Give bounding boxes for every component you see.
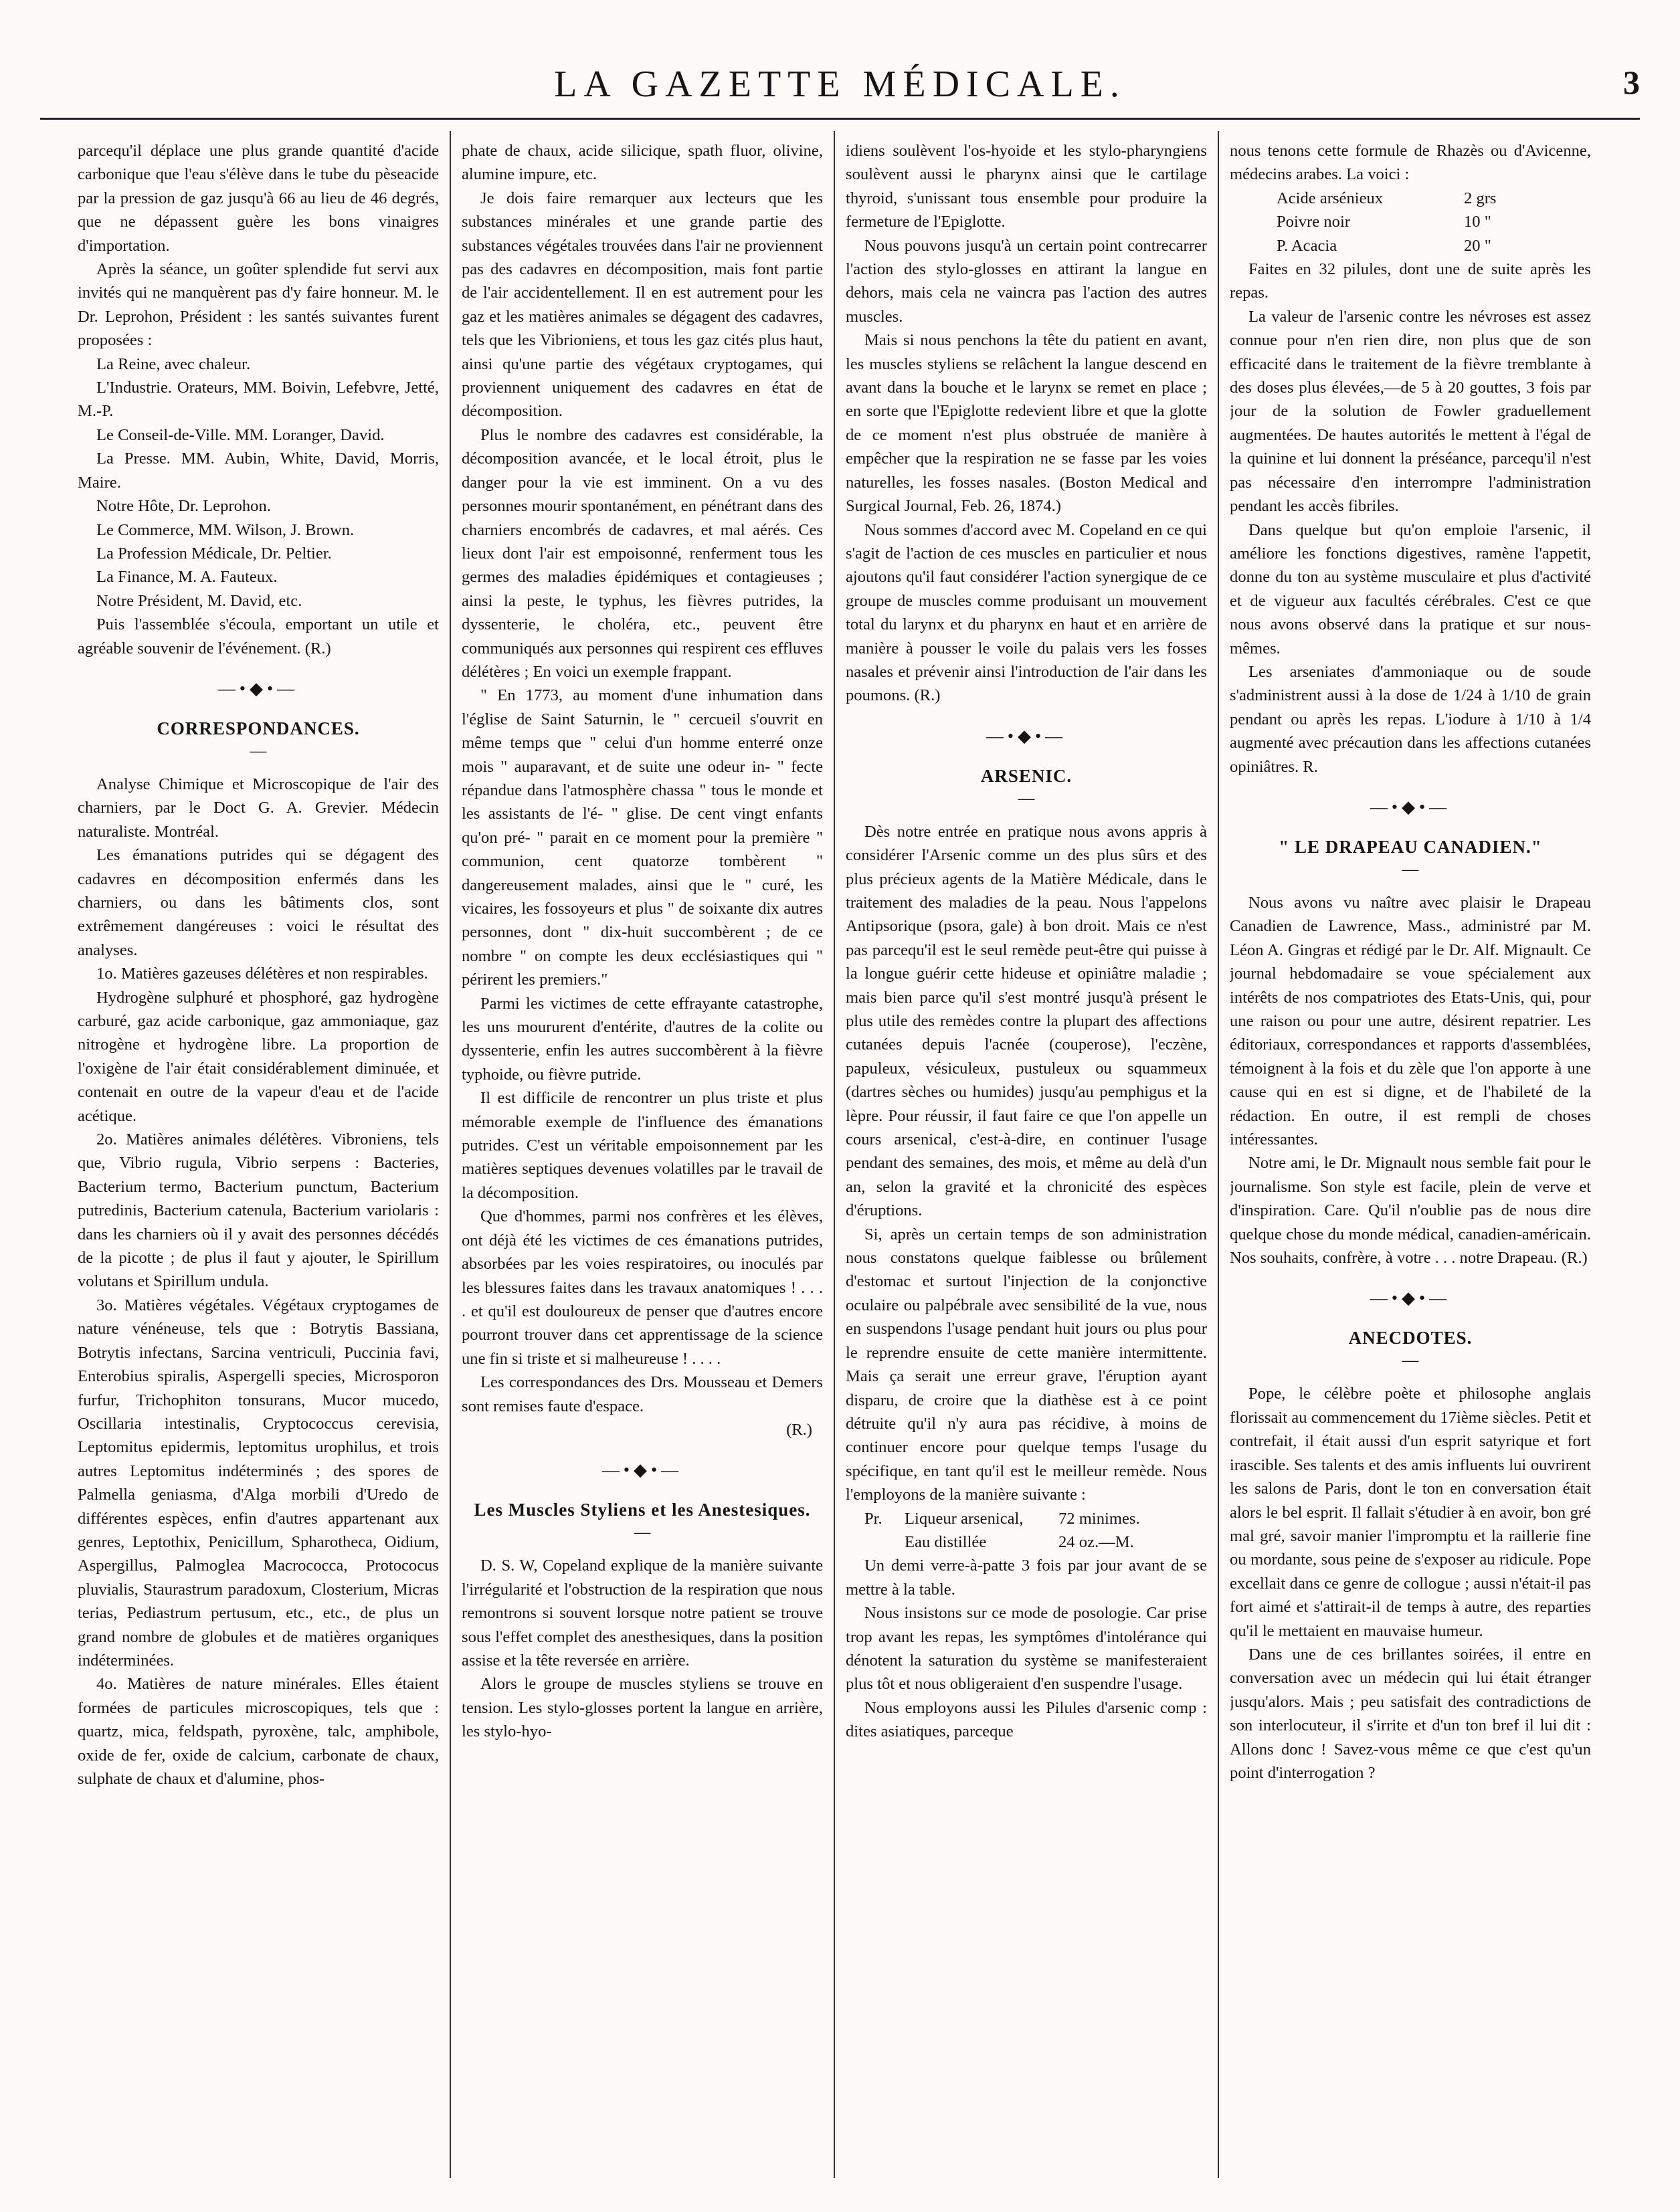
paragraph: Nous avons vu naître avec plaisir le Drapeau Canadien de Lawrence, Mass., administré par M. Léon A. Gingras et rédigé par le Dr. Alf. Mignault. Ce journal hebdomadaire se voue spécialement aux intérêts de nos compatriotes des Etats-Unis, qui, pour une raison ou pour une autre, désirent repatrier. Les éditoriaux, correspondances et rapports d'assemblées, témoignent à la fois et du zèle que l'on apporte à une cause qui en est si digne, et de l'habileté de la rédaction. En outre, il est rempli de choses intéressantes.	[1230, 893, 1591, 1149]
page-number: 3	[1623, 64, 1640, 101]
column-3	[846, 139, 1207, 2179]
paragraph: Nous pouvons jusqu'à un certain point contrecarrer l'action des stylo-glosses en attirant la langue en dehors, mais cela ne vaincra pas l'action des autres muscles.	[846, 236, 1207, 326]
paragraph: Si, après un certain temps de son administration nous constatons quelque faiblesse ou brûlement d'estomac et surtout l'injection de la conjonctive oculaire ou palpébrale avec sensibilité de la vue, nous en suspendons l'usage pendant huit jours ou plus pour le reprendre ensuite de cette manière intermittente. Mais ça serait une erreur grave, l'éruption ayant disparu, de croire que la diathèse est à ce point détruite qu'il n'y aura pas récidive, à moins de continuer encore pour quelque temps l'usage du spécifique, en tant qu'il est le meilleur remède. Nous l'employons de la manière suivante :	[846, 1225, 1207, 1504]
prescription-quantity: 2 grs	[1464, 189, 1497, 207]
paragraph: Alors le groupe de muscles styliens se trouve en tension. Les stylo-glosses portent la langue en arrière, les stylo-hyo-	[462, 1675, 823, 1741]
section-ornament: —•◆•—	[1370, 797, 1451, 817]
section-ornament: —•◆•—	[1370, 1288, 1451, 1308]
column-divider	[834, 131, 835, 2178]
paragraph: Que d'hommes, parmi nos confrères et les élèves, ont déjà été les victimes de ces émanations putrides, absorbées par les voies respiratoires, ou inoculés par les blessures faites dans les travaux anatomiques ! . . . . et qu'il est douloureux de penser que d'autres encore pourront trouver dans cet apprentissage de la science une fin si triste et si malheureuse ! . . . .	[462, 1207, 823, 1368]
prescription-ingredient: Eau distillée	[905, 1532, 987, 1551]
prescription	[846, 1507, 1207, 1554]
paragraph: phate de chaux, acide silicique, spath fluor, olivine, alumine impure, etc.	[462, 142, 823, 184]
prescription-quantity: 72 minimes.	[1058, 1509, 1140, 1528]
section-ornament: —•◆•—	[986, 726, 1067, 746]
paragraph: La valeur de l'arsenic contre les névroses est assez connue pour n'en rien dire, non plus que de son efficacité dans le traitement de la fièvre tremblante à des doses plus élevées,—de 5 à 20 gouttes, 3 fois par jour de la solution de Fowler graduellement augmentées. De hautes autorités le mettent à l'égal de la quinine et lui donnent la préséance, parcequ'il n'est pas nécessaire d'en interrompre l'administration pendant les accès fibriles.	[1230, 307, 1591, 516]
paragraph: Les correspondances des Drs. Mousseau et Demers sont remises faute d'espace.	[462, 1373, 823, 1415]
prescription	[1230, 187, 1591, 258]
heading-rule: —	[250, 741, 267, 760]
paragraph: Pope, le célèbre poète et philosophe anglais florissait au commencement du 17ième siècles. Petit et contrefait, il était aussi d'un esprit satyrique et fort irascible. Ses talents et des amis influents lui ouvrirent les salons de Paris, dont le ton en conversation était alors le bel esprit. Il fallait s'étudier à en avoir, bon gré mal gré, savoir manier l'impromptu et la raillerie fine ou mordante, sous peine de s'exposer au ridicule. Pope excellait dans ce genre de collogue ; aussi n'était-il pas fort aimé et s'attirait-il de temps à autre, des reparties qu'il le mettaient en mauvaise humeur.	[1230, 1385, 1591, 1640]
signature: (R.)	[786, 1420, 812, 1439]
prescription-ingredient: Poivre noir	[1277, 213, 1350, 231]
section-ornament: —•◆•—	[601, 1460, 683, 1480]
paragraph: 4o. Matières de nature minérales. Elles étaient formées de particules microscopiques, tels que : quartz, mica, feldspath, pyroxène, talc, amphibole, oxide de fer, oxide de calcium, carbonate de chaux, sulphate de chaux et d'alumine, phos-	[78, 1675, 439, 1788]
paragraph: Je dois faire remarquer aux lecteurs que les substances minérales et une grande partie des substances végétales trouvées dans l'air ne proviennent pas des cadavres en décomposition, mais font partie de l'air accidentellement. Il en est autrement pour les gaz et les matières animales se dégagent des cadavres, tels que les Vibrioniens, et tous les gaz cités plus haut, ainsi qu'une partie des végétaux cryptogames, qui proviennent uniquement des cadavres en état de décomposition.	[462, 189, 823, 421]
paragraph: D. S. W, Copeland explique de la manière suivante l'irrégularité et l'obstruction de la respiration que nous remontrons si souvent lorsque notre patient se trouve sous l'effet complet des anesthesiques, dans la position assise et la tête reversée en arrière.	[462, 1556, 823, 1670]
prescription-ingredient: Liqueur arsenical,	[905, 1509, 1024, 1528]
toast-item: Notre Président, M. David, etc.	[96, 591, 302, 610]
prescription-line	[846, 1530, 1207, 1554]
prescription-ingredient: P. Acacia	[1277, 236, 1337, 255]
section-heading: Les Muscles Styliens et les Anestesiques.	[474, 1500, 811, 1520]
paragraph: Parmi les victimes de cette effrayante catastrophe, les uns moururent d'entérite, d'autres de la colite ou dyssenterie, enfin les autres succombèrent à la fièvre typhoide, ou fièvre putride.	[462, 994, 823, 1084]
paragraph: Notre ami, le Dr. Mignault nous semble fait pour le journalisme. Son style est facile, plein de verve et d'inspiration. Care. Qu'il n'oublie pas de nous dire quelque chose du monde médical, canadien-américain. Nos souhaits, confrère, à votre . . . notre Drapeau. (R.)	[1230, 1154, 1591, 1268]
toast-item: La Profession Médicale, Dr. Peltier.	[96, 544, 332, 563]
header-rule	[40, 118, 1640, 120]
paragraph: Nous sommes d'accord avec M. Copeland en ce qui s'agit de l'action de ces muscles en particulier et nous ajoutons qu'il faut considérer l'action synergique de ce groupe de muscles comme produisant un mouvement total du larynx et du pharynx en haut et en arrière de manière à pousser le voile du palais vers les fosses nasales et prévenir ainsi l'introduction de l'air dans les poumons. (R.)	[846, 520, 1207, 705]
masthead	[40, 54, 1640, 120]
prescription-line	[1230, 210, 1591, 233]
prescription-quantity: 24 oz.—M.	[1058, 1532, 1134, 1551]
paragraph: Puis l'assemblée s'écoula, emportant un utile et agréable souvenir de l'événement. (R.)	[78, 615, 439, 658]
toast-item: La Reine, avec chaleur.	[96, 355, 251, 373]
section-heading: " LE DRAPEAU CANADIEN."	[1279, 836, 1542, 857]
column-4	[1230, 139, 1591, 2179]
paragraph: Mais si nous penchons la tête du patient en avant, les muscles styliens se relâchent la langue descend en avant dans la bouche et le larynx se remet en place ; en sorte que l'Epiglotte redevient libre et que la glotte de ce moment n'est plus obstruée de manière à empêcher que la respiration ne se fasse par les voies naturelles, les fosses nasales. (Boston Medical and Surgical Journal, Feb. 26, 1874.)	[846, 331, 1207, 516]
paragraph: nous tenons cette formule de Rhazès ou d'Avicenne, médecins arabes. La voici :	[1230, 142, 1591, 184]
prescription-line	[1230, 234, 1591, 258]
paragraph: Les arseniates d'ammoniaque ou de soude s'administrent aussi à la dose de 1/24 à 1/10 de grain pendant ou après les repas. L'iodure à 1/10 à 1/4 augmenté avec précaution dans les affections cutanées opiniâtres. R.	[1230, 662, 1591, 776]
toast-item: Le Conseil-de-Ville. MM. Loranger, David.	[96, 425, 385, 444]
paragraph: idiens soulèvent l'os-hyoide et les stylo-pharyngiens soulèvent aussi le pharynx ainsi que le cartilage thyroid, s'unissant tous ensemble pour produire la fermeture de l'Epiglotte.	[846, 142, 1207, 231]
toast-item: La Finance, M. A. Fauteux.	[96, 568, 278, 587]
paragraph: 3o. Matières végétales. Végétaux cryptogames de nature vénéneuse, tels que : Botrytis Bassiana, Botrytis infectans, Sarcina ventriculi, Puccinia favi, Enterobius spiralis, Aspergelli species, Microsporon furfur, Trichophiton tonsurans, Mucor mucedo, Oscillaria intestinalis, Cryptococcus cerevisia, Leptomitus epidermis, leptomitus urophilus, et trois autres Leptomitus indéterminés ; des spores de Palmella geniasma, d'Alga morbili d'Uredo de différentes espèces, enfin d'autres appartenant aux genres, Leptothix, Penicillum, Spharotheca, Oidium, Aspergillus, Palmoglea Macrococca, Protococus pluvialis, Staurastrum paradoxum, Closterium, Micras terias, Pediastrum pertusum, etc., etc., de plus un grand nombre de globules et de matières organiques indéterminées.	[78, 1296, 439, 1670]
prescription-quantity: 10 "	[1464, 213, 1491, 231]
paragraph: parcequ'il déplace une plus grande quantité d'acide carbonique que l'eau s'élève dans le tube du pèseacide par la pression de gaz jusqu'à 66 au lieu de 46 degrés, que ne dépassent guère les bons vinaigres d'importation.	[78, 142, 439, 255]
paragraph: Dès notre entrée en pratique nous avons appris à considérer l'Arsenic comme un des plus sûrs et des plus précieux agents de la Matière Médicale, dans le traitement des maladies de la peau. Nous l'appelons Antipsorique (psora, gale) à bon droit. Mais ce n'est pas parcequ'il est le seul remède peut-être qui puisse à la longue guérir cette hideuse et opiniâtre maladie ; mais bien parce qu'il s'est montré jusqu'à présent le plus utile des remèdes contre la plupart des affections cutanées depuis l'acnée (couperose), l'eczène, papuleux, vésiculeux, pustuleux ou squammeux (dartres sèches ou humides) jusqu'au pemphigus et la lèpre. Pour réussir, il faut faire ce que l'on appelle un cours arsenical, c'est-à-dire, en continuer l'usage pendant des semaines, des mois, et même au delà d'un an, selon la gravité et la chronicité des espèces d'éruptions.	[846, 822, 1207, 1220]
paragraph: Les émanations putrides qui se dégagent des cadavres en décomposition enfermés dans les charniers, ou dans les bâtiments clos, sont extrêmement dangéreuses : voici le résultat des analyses.	[78, 846, 439, 959]
paragraph: Faites en 32 pilules, dont une de suite après les repas.	[1230, 260, 1591, 302]
section-heading: ARSENIC.	[980, 765, 1072, 786]
paragraph: Un demi verre-à-patte 3 fois par jour avant de se mettre à la table.	[846, 1556, 1207, 1599]
column-2	[462, 139, 823, 2179]
toast-item: La Presse. MM. Aubin, White, David, Morris, Maire.	[78, 449, 439, 492]
toast-item: L'Industrie. Orateurs, MM. Boivin, Lefebvre, Jetté, M.-P.	[78, 379, 439, 421]
paragraph: Nous insistons sur ce mode de posologie. Car prise trop avant les repas, les symptômes d'intolérance qui dénotent la saturation du système se manifesteraient plus tôt et nous obligeraient d'en suspendre l'usage.	[846, 1604, 1207, 1694]
section-ornament: —•◆•—	[217, 678, 299, 698]
heading-rule: —	[1402, 860, 1419, 878]
page-title: LA GAZETTE MÉDICALE.	[554, 64, 1126, 105]
paragraph: 1o. Matières gazeuses délétères et non respirables.	[96, 965, 428, 983]
column-divider	[1218, 131, 1219, 2178]
section-heading: ANECDOTES.	[1348, 1328, 1473, 1348]
column-1	[78, 139, 439, 2179]
prescription-quantity: 20 "	[1464, 236, 1491, 255]
column-divider	[450, 131, 451, 2178]
paragraph: Plus le nombre des cadavres est considérable, la décomposition avancée, et le local étroit, plus le danger pour la vie est imminent. On a vu des personnes mourir spontanément, en pénétrant dans des charniers encombrés de cadavres, et mal aérés. Ces lieux dont l'air est empoisonné, renferment tous les germes des maladies épidémiques et contagieuses ; ainsi la peste, le typhus, les fièvres putrides, la dyssenterie, le choléra, etc., peuvent être communiqués aux personnes qui respirent ces effluves délétères ; En voici un exemple frappant.	[462, 425, 823, 681]
prescription-line	[846, 1507, 1207, 1530]
prescription-ingredient: Acide arsénieux	[1277, 189, 1384, 207]
paragraph: Dans quelque but qu'on emploie l'arsenic, il améliore les fonctions digestives, ramène l'appetit, donne du ton au système musculaire et plus d'activité et de vigueur aux facultés cérébrales. C'est ce que nous avons observé dans la pratique et sur nous-mêmes.	[1230, 520, 1591, 658]
heading-rule: —	[634, 1523, 651, 1542]
paragraph: Hydrogène sulphuré et phosphoré, gaz hydrogène carburé, gaz acide carbonique, gaz ammoniaque, gaz nitrogène et hydrogène libre. La proportion de l'oxigène de l'air était considérablement diminuée, et contenait en outre de la vapeur d'eau et de l'acide acétique.	[78, 988, 439, 1125]
toast-item: Notre Hôte, Dr. Leprohon.	[96, 497, 271, 516]
article-subtitle: Analyse Chimique et Microscopique de l'air des charniers, par le Doct G. A. Grevier. Médecin naturaliste. Montréal.	[78, 775, 439, 841]
paragraph: 2o. Matières animales délétères. Vibroniens, tels que, Vibrio rugula, Vibrio serpens : Bacteries, Bacterium termo, Bacterium punctum, Bacterium putredinis, Bacterium catenula, Bacterium variolaris : dans les charniers où il y avait des personnes décédés de la picotte ; de plus il faut y ajouter, le Spirillum volutans et Spirillum undula.	[78, 1130, 439, 1291]
heading-rule: —	[1402, 1351, 1419, 1370]
paragraph: Nous employons aussi les Pilules d'arsenic comp : dites asiatiques, parceque	[846, 1698, 1207, 1741]
prescription-label: Pr.	[864, 1509, 882, 1528]
section-heading: CORRESPONDANCES.	[157, 718, 360, 738]
paragraph: Après la séance, un goûter splendide fut servi aux invités qui ne manquèrent pas d'y faire honneur. M. le Dr. Leprohon, Président : les santés suivantes furent proposées :	[78, 260, 439, 350]
paragraph: Il est difficile de rencontrer un plus triste et plus mémorable exemple de l'influence des émanations putrides. C'est un véritable empoisonnement par les matières septiques devenues volatilles par le travail de la décomposition.	[462, 1089, 823, 1202]
prescription-line	[1230, 187, 1591, 210]
quotation: " En 1773, au moment d'une inhumation dans l'église de Saint Saturnin, le " cercueil s'ouvrit en même temps que " celui d'un homme enterré onze mois " auparavant, et de suite une odeur in- " fecte répandue dans l'atmosphère chassa " tous le monde et les assistants de l'é- " glise. De cent vingt enfants qu'on pré- " parait en ce moment pour la première " communion, cent quatorze tombèrent " dangereusement malades, ainsi que le " curé, les vicaires, les fossoyeurs et plus " de soixante dix autres personnes, dont " dix-huit succombèrent ; de ce nombre " on compte les deux ecclésiastiques qui " périrent les premiers."	[462, 686, 823, 989]
paragraph: Dans une de ces brillantes soirées, il entre en conversation avec un médecin qui lui était étranger jusqu'alors. Mais ; peu satisfait des contradictions de son interlocuteur, il s'irrite et d'un ton bref il lui dit : Allons donc ! Savez-vous même ce que c'est qu'un point d'interrogation ?	[1230, 1645, 1591, 1782]
toast-item: Le Commerce, MM. Wilson, J. Brown.	[96, 520, 355, 539]
heading-rule: —	[1018, 789, 1035, 807]
